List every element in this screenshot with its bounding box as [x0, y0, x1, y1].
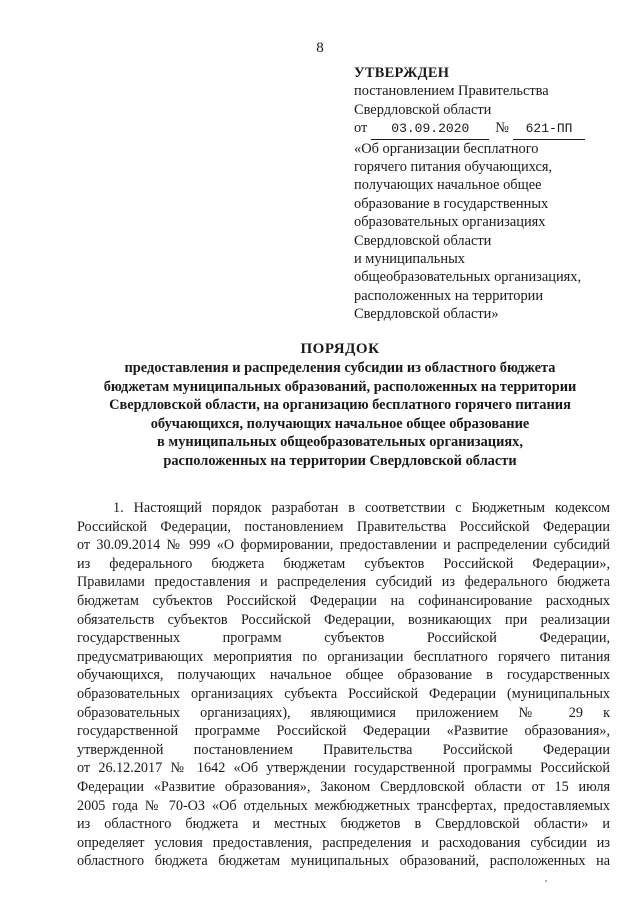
body-line: областного бюджета бюджетам муниципальных образований, расположенных на [77, 853, 610, 870]
body-line: государственной программе Российской Федерации «Развитие образования», [77, 723, 610, 740]
body-line: Федерации «Развитие образования», Законом Свердловской области от 15 июля [77, 778, 610, 795]
subtitle-line: расположенных на территории Свердловской области [163, 452, 517, 469]
body-line: обучающихся, получающих начальное общее образование в государственных [77, 667, 610, 684]
approval-title-line: получающих начальное общее [354, 177, 542, 194]
date-prefix: от [354, 120, 368, 137]
body-line: предусматривающих мероприятия по организации бесплатного горячего питания [77, 648, 610, 665]
body-line: из федерального бюджета бюджетам субъектов Российской Федерации», [77, 555, 610, 572]
approval-title-line: образование в государственных [354, 195, 549, 212]
page-number: 8 [316, 40, 324, 56]
body-line: определяет условия предоставления, распределения и расходования субсидии из [77, 834, 610, 851]
approval-title-line: и муниципальных [354, 251, 465, 268]
body-line: из областного бюджета и местных бюджетов в Свердловской области» и [77, 816, 610, 833]
approval-title-line: Свердловской области» [354, 306, 499, 323]
body-line: от 26.12.2017 № 1642 «Об утверждении государственной программы Российской [77, 760, 610, 777]
body-line: обязательств субъектов Российской Федерации, возникающих при реализации [77, 611, 610, 628]
approval-heading: УТВЕРЖДЕН [354, 65, 450, 81]
body-line: Российской Федерации, постановлением Правительства Российской Федерации [77, 518, 610, 535]
body-line: образовательных организациях субъекта Российской Федерации (муниципальных [77, 685, 610, 702]
approval-line: Свердловской области [354, 101, 492, 118]
approval-title-line: Свердловской области [354, 232, 492, 249]
approval-title-line: «Об организации бесплатного [354, 140, 539, 157]
scan-speck [545, 880, 547, 882]
approval-number: 621-ПП [513, 120, 585, 139]
approval-title-line: расположенных на территории [354, 287, 544, 304]
subtitle-line: обучающихся, получающих начальное общее образование [150, 415, 530, 432]
approval-title-line: общеобразовательных организациях, [354, 269, 582, 286]
body-line: утвержденной постановлением Правительства Российской Федерации [77, 741, 610, 758]
approval-line: постановлением Правительства [354, 83, 549, 100]
approval-block [354, 64, 624, 324]
document-body [77, 499, 610, 871]
document-title: ПОРЯДОК [300, 341, 380, 357]
number-sign: № [495, 120, 510, 137]
approval-title-line: горячего питания обучающихся, [354, 159, 553, 176]
approval-date: 03.09.2020 [371, 120, 489, 139]
body-line: от 30.09.2014 № 999 «О формировании, предоставлении и распределении субсидий [77, 537, 610, 554]
subtitle-line: предоставления и распределения субсидии из областного бюджета [124, 360, 556, 376]
approval-title-line: образовательных организациях [354, 214, 546, 231]
subtitle-line: бюджетам муниципальных образований, расположенных на территории [103, 378, 577, 395]
body-line: Правилами предоставления и распределения субсидий из федерального бюджета [77, 574, 610, 591]
subtitle-line: Свердловской области, на организацию бесплатного горячего питания [109, 397, 571, 413]
body-line: государственных программ субъектов Российской Федерации, [77, 630, 610, 647]
approval-date-line [354, 119, 624, 139]
subtitle-line: в муниципальных общеобразовательных организациях, [157, 434, 523, 450]
body-line: бюджетам субъектов Российской Федерации на софинансирование расходных [77, 592, 610, 609]
body-line: образовательных организациях), являющимися приложением № 29 к [77, 704, 610, 721]
body-line: 1. Настоящий порядок разработан в соответствии с Бюджетным кодексом [113, 500, 610, 516]
body-line: 2005 года № 70-ОЗ «Об отдельных межбюджетных трансфертах, предоставляемых [77, 797, 610, 814]
document-subtitle [75, 359, 605, 470]
